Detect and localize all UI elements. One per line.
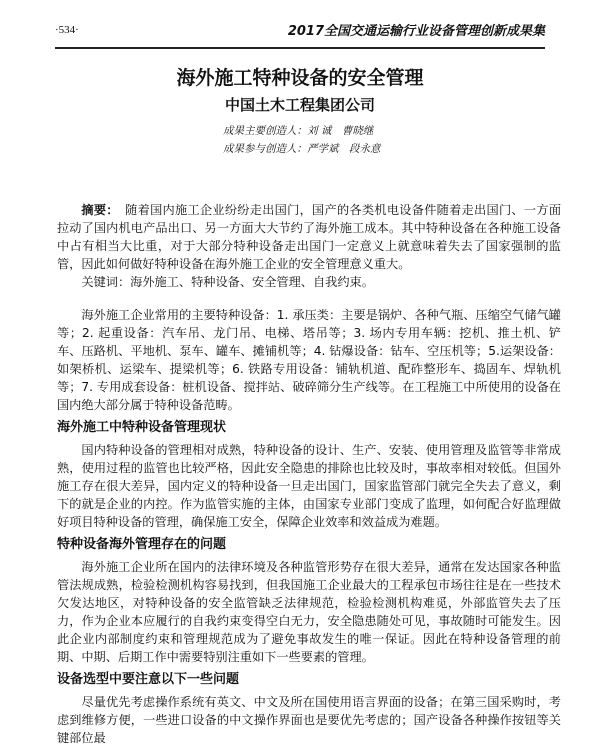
- running-header: [55, 20, 545, 40]
- main-creators: 成果主要创造人：刘 诚 曹晓继: [223, 125, 374, 137]
- keywords: 关键词：海外施工、特种设备、安全管理、自我约束。: [81, 275, 374, 289]
- section-paragraph: 国内特种设备的管理相对成熟，特种设备的设计、生产、安装、使用管理及监管等非常成熟，使用过程的监管也比较严格，因此安全隐患的排除也比较及时，事故率相对较低。但国外施工存在很大差异，国内定义的特种设备一旦走出国门，国家监管部门就完全失去了意义，剩下的就是企业的内控。作为监管实施的主体，由国家专业部门变成了监理，如何配合好监理做好项目特种设备的管理，确保施工安全，保障企业效率和效益成为难题。: [57, 443, 561, 529]
- section-heading: 设备选型中要注意以下一些问题: [57, 672, 240, 687]
- organization: 中国土木工程集团公司: [224, 96, 375, 114]
- abstract-label: 摘要：: [81, 203, 113, 217]
- section-heading: 特种设备海外管理存在的问题: [57, 537, 227, 552]
- header-rule: [55, 47, 545, 49]
- page-number: ·534·: [55, 24, 79, 36]
- article-body: [57, 201, 561, 747]
- article-title: 海外施工特种设备的安全管理: [176, 67, 424, 89]
- section-paragraph: 海外施工企业所在国内的法律环境及各种监管形势存在很大差异，通常在发达国家各种监管法规成熟，检验检测机构容易找到，但我国施工企业最大的工程承包市场往往是在一些技术欠发达地区，对特种设备的安全监管缺乏法律规范，检验检测机构难觅，外部监管失去了压力，作为企业本应履行的自我约束变得空白无力，安全隐患随处可见，事故随时可能发生。因此企业内部制度约束和管理规范成为了避免事故发生的唯一保证。因此在特种设备管理的前期、中期、后期工作中需要特别注重如下一些要素的管理。: [57, 560, 561, 664]
- abstract-text: 随着国内施工企业纷纷走出国门，国产的各类机电设备件随着走出国门、一方面拉动了国内机电产品出口、另一方面大大节约了海外施工成本。其中特种设备在各种施工设备中占有相当大比重，对于大部分特种设备走出国门一定意义上就意味着失去了国家强制的监管，因此如何做好特种设备在海外施工企业的安全管理意义重大。: [57, 203, 562, 271]
- intro-paragraph: 海外施工企业常用的主要特种设备：1. 承压类：主要是锅炉、各种气瓶、压缩空气储气罐等；2. 起重设备：汽车吊、龙门吊、电梯、塔吊等；3. 场内专用车辆：挖机、推土机、铲车、压路机、平地机、泵车、罐车、摊铺机等；4. 钻爆设备：钻车、空压机等；5.运架设备：如架桥机、运梁车、提梁机等；6. 铁路专用设备：铺轨机道、配砟整形车、捣固车、焊轨机等；7. 专用成套设备：桩机设备、搅拌站、破碎筛分生产线等。在工程施工中所使用的设备在国内绝大部分属于特种设备范畴。: [57, 308, 561, 412]
- journal-title: 2017全国交通运输行业设备管理创新成果集: [287, 24, 545, 39]
- abstract: [57, 201, 561, 273]
- section-heading: 海外施工中特种设备管理现状: [57, 420, 227, 435]
- participants: 成果参与创造人：严学斌 段永意: [223, 143, 381, 155]
- section-paragraph: 尽量优先考虑操作系统有英文、中文及所在国使用语言界面的设备；在第三国采购时，考虑到维修方便，一些进口设备的中文操作界面也是要优先考虑的；国产设备各种操作按钮等关键部位最: [57, 695, 561, 745]
